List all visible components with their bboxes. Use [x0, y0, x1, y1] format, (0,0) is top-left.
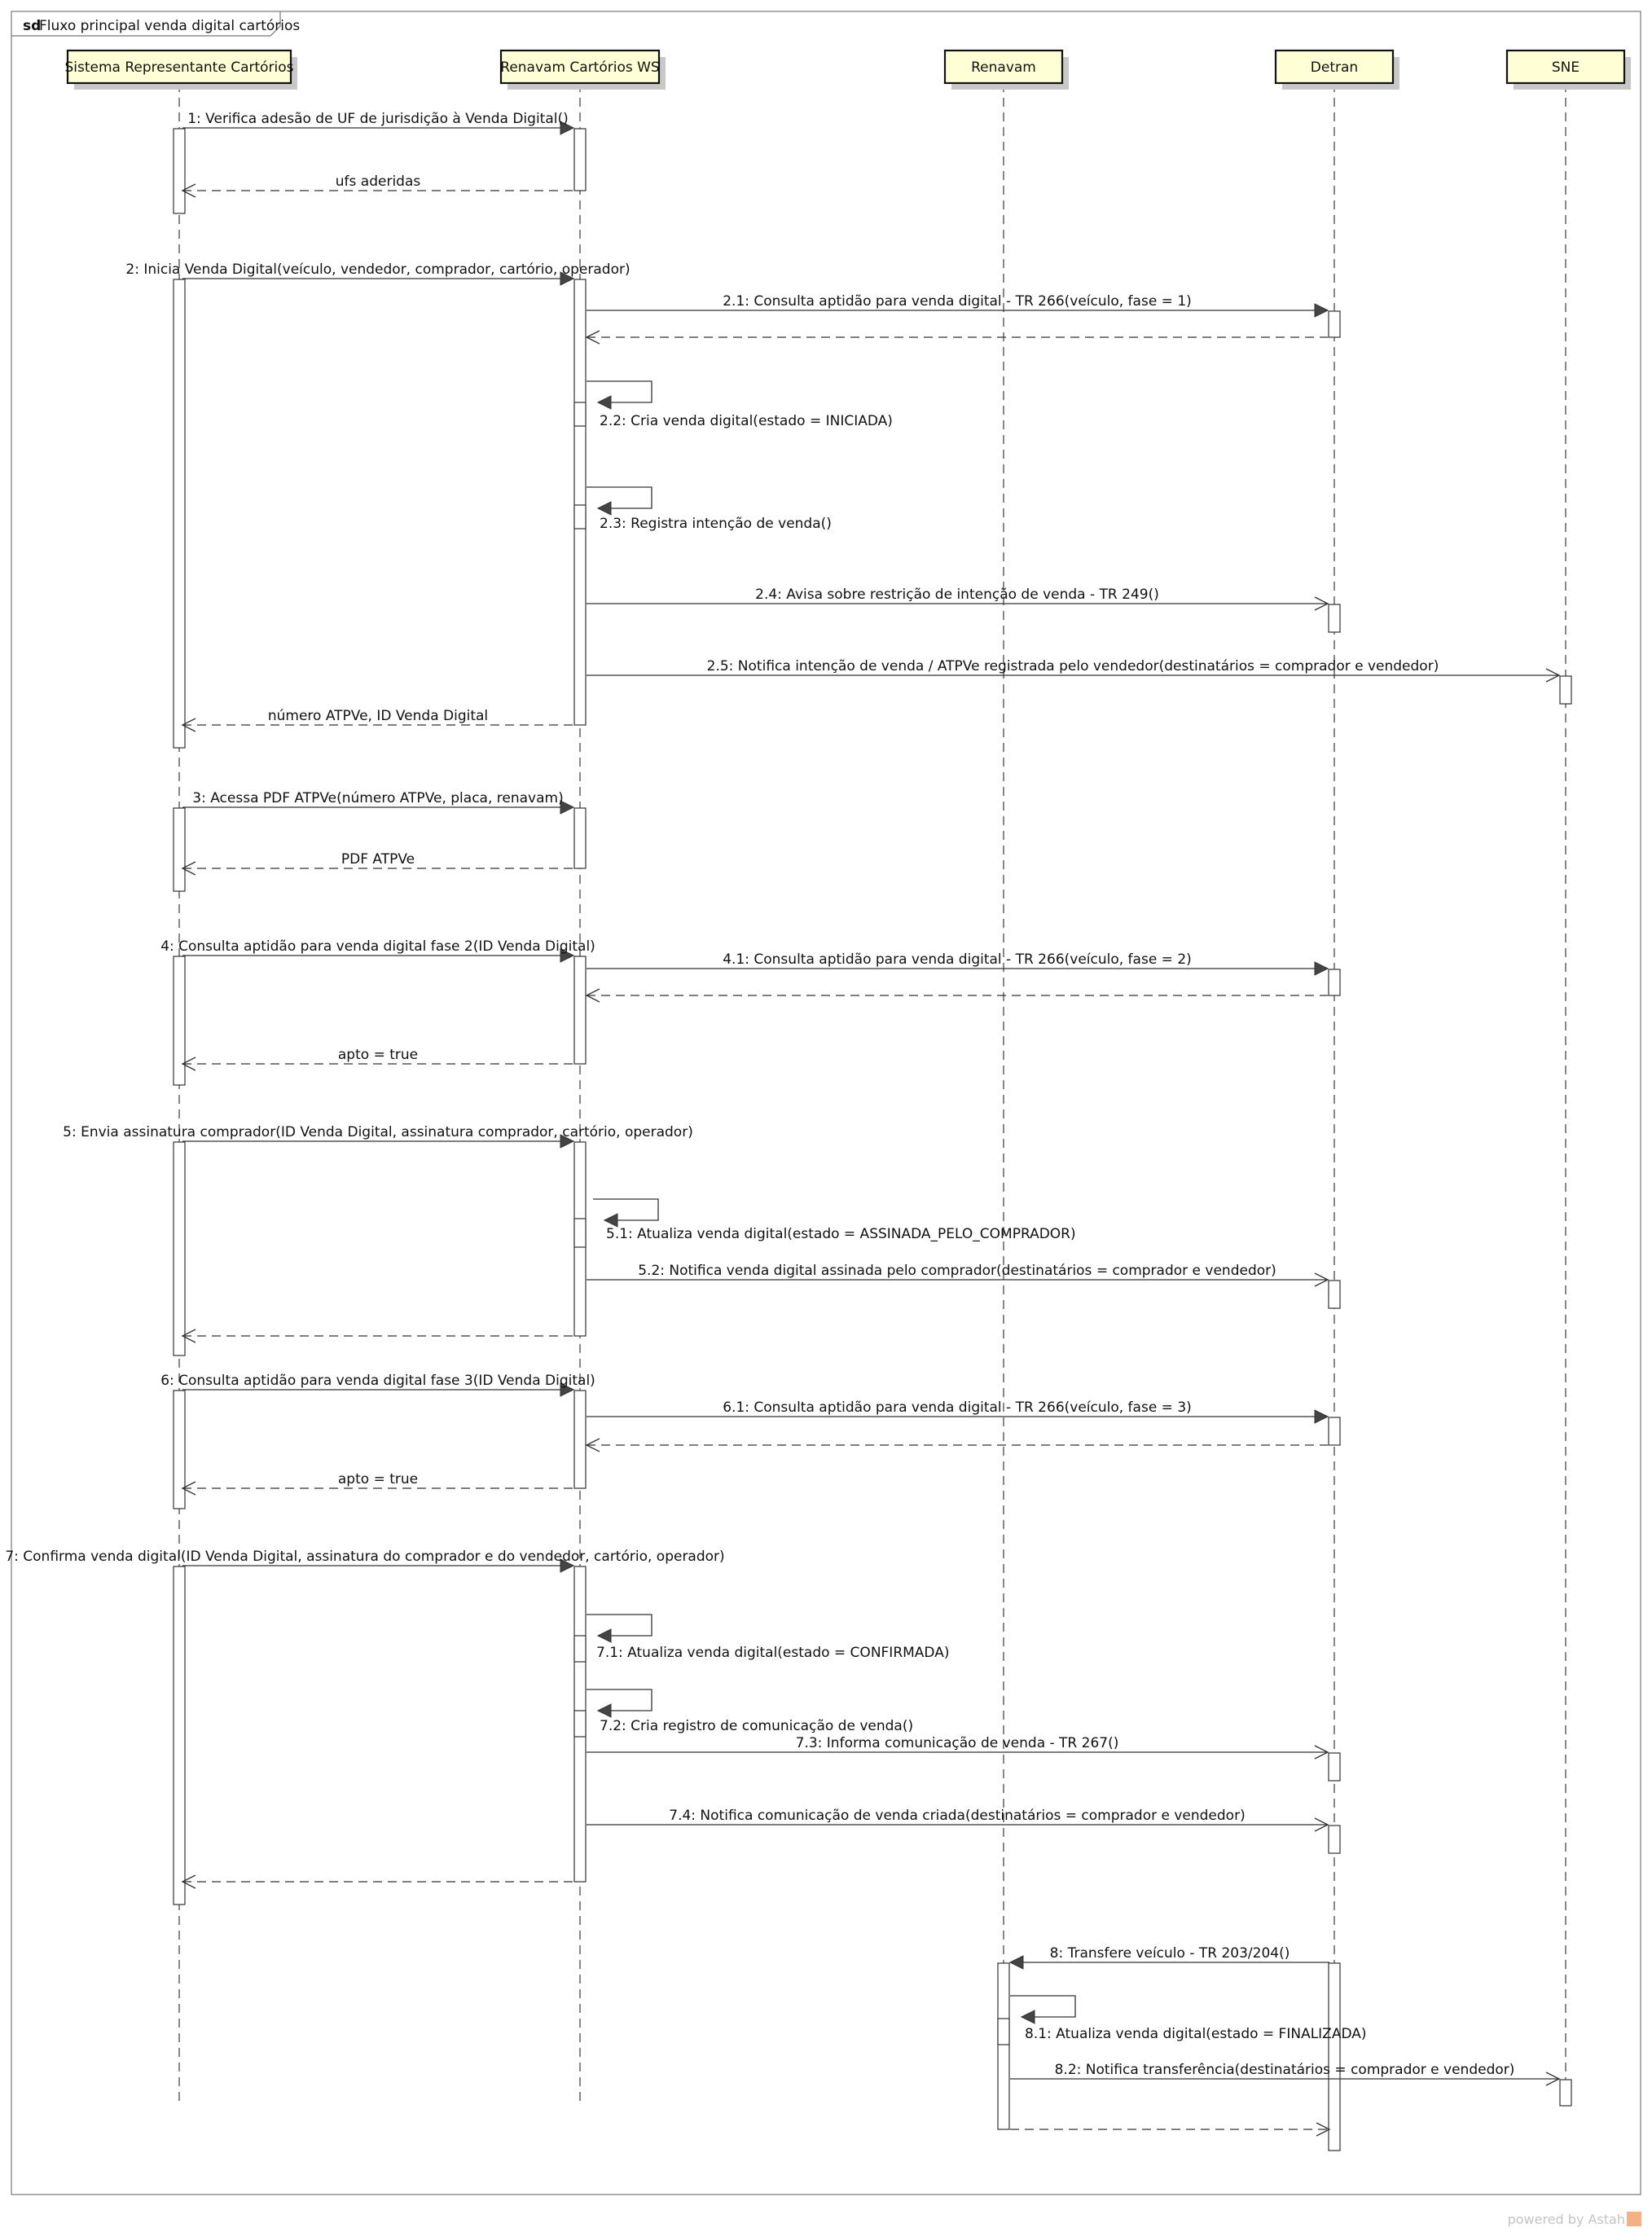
activation-bar: [574, 402, 586, 426]
activation-bar: [1560, 676, 1571, 704]
message-label: 7: Confirma venda digital(ID Venda Digital, assinatura do comprador e do vendedor, cartório, operador): [5, 1549, 725, 1565]
activation-bar: [174, 1566, 185, 1905]
activation-bar: [1329, 311, 1340, 337]
frame-tag: sd: [23, 18, 42, 34]
activation-bar: [574, 1391, 586, 1488]
activation-bar: [1329, 1753, 1340, 1781]
message-label: 7.3: Informa comunicação de venda - TR 267(): [795, 1735, 1119, 1751]
activation-bar: [574, 1636, 586, 1662]
lifeline-name: Detran: [1310, 59, 1359, 76]
activation-bar: [574, 808, 586, 868]
message-label: 5: Envia assinatura comprador(ID Venda Digital, assinatura comprador, cartório, operador): [63, 1124, 693, 1140]
watermark-text: powered by Astah: [1507, 2212, 1625, 2227]
message-label: 2.3: Registra intenção de venda(): [600, 516, 832, 532]
message-label: apto = true: [337, 1471, 419, 1487]
frame-title: Fluxo principal venda digital cartórios: [39, 18, 301, 34]
message-label: 4.1: Consulta aptidão para venda digital - TR 266(veículo, fase = 2): [723, 951, 1192, 968]
message-label: 2.2: Cria venda digital(estado = INICIADA): [600, 413, 893, 429]
activation-bar: [174, 279, 185, 748]
message-label: 8: Transfere veículo - TR 203/204(): [1049, 1945, 1290, 1962]
activation-bar: [574, 279, 586, 725]
activation-bar: [174, 1391, 185, 1509]
activation-bar: [174, 1142, 185, 1355]
message-label: 1: Verifica adesão de UF de jurisdição à Venda Digital(): [187, 111, 569, 127]
activation-bar: [1329, 1826, 1340, 1853]
message-label: 5.1: Atualiza venda digital(estado = ASSINADA_PELO_COMPRADOR): [606, 1226, 1076, 1242]
lifeline-name: Renavam Cartórios WS: [500, 59, 660, 76]
activation-bar: [998, 2019, 1009, 2045]
lifeline-name: Renavam: [971, 59, 1036, 76]
activation-bar: [1560, 2080, 1571, 2106]
activation-bar: [1329, 1281, 1340, 1308]
message-label: 7.2: Cria registro de comunicação de venda(): [600, 1718, 914, 1734]
activation-bar: [998, 1963, 1009, 2129]
activation-bar: [574, 1711, 586, 1737]
astah-logo-icon: [1627, 2212, 1641, 2226]
message-label: 7.4: Notifica comunicação de venda criada(destinatários = comprador e vendedor): [669, 1808, 1246, 1824]
message-label: apto = true: [337, 1047, 419, 1063]
message-label: número ATPVe, ID Venda Digital: [267, 708, 489, 724]
activation-bar: [574, 129, 586, 191]
activation-bar: [1329, 604, 1340, 632]
message-label: 7.1: Atualiza venda digital(estado = CONFIRMADA): [596, 1645, 950, 1661]
message-label: 2.4: Avisa sobre restrição de intenção de venda - TR 249(): [755, 587, 1159, 603]
activation-bar: [574, 956, 586, 1064]
activation-bar: [574, 505, 586, 529]
activation-bar: [1329, 1417, 1340, 1445]
activation-bar: [174, 956, 185, 1085]
message-label: 2: Inicia Venda Digital(veículo, vendedor, comprador, cartório, operador): [125, 261, 630, 278]
message-label: 2.5: Notifica intenção de venda / ATPVe registrada pelo vendedor(destinatários = comprador e vendedor): [706, 658, 1439, 674]
message-label: 3: Acessa PDF ATPVe(número ATPVe, placa, renavam): [192, 790, 564, 806]
activation-bar: [174, 808, 185, 891]
message-label: ufs aderidas: [335, 174, 421, 190]
activation-bar: [1329, 969, 1340, 995]
message-label: 4: Consulta aptidão para venda digital fase 2(ID Venda Digital): [160, 938, 595, 955]
message-label: 8.1: Atualiza venda digital(estado = FINALIZADA): [1025, 2026, 1367, 2042]
message-label: 2.1: Consulta aptidão para venda digital - TR 266(veículo, fase = 1): [723, 293, 1192, 310]
message-label: 6: Consulta aptidão para venda digital fase 3(ID Venda Digital): [160, 1373, 595, 1389]
astah-watermark: [1508, 2212, 1641, 2227]
activation-bar: [574, 1219, 586, 1247]
lifeline-name: Sistema Representante Cartórios: [64, 59, 294, 76]
message-label: 8.2: Notifica transferência(destinatários = comprador e vendedor): [1054, 2062, 1515, 2078]
message-label: 6.1: Consulta aptidão para venda digital - TR 266(veículo, fase = 3): [723, 1399, 1192, 1416]
message-label: 5.2: Notifica venda digital assinada pelo comprador(destinatários = comprador e vendedor): [638, 1263, 1276, 1279]
message-label: PDF ATPVe: [341, 851, 415, 868]
activation-bar: [1329, 1963, 1340, 2151]
lifeline-name: SNE: [1551, 59, 1580, 76]
activation-bar: [174, 129, 185, 213]
